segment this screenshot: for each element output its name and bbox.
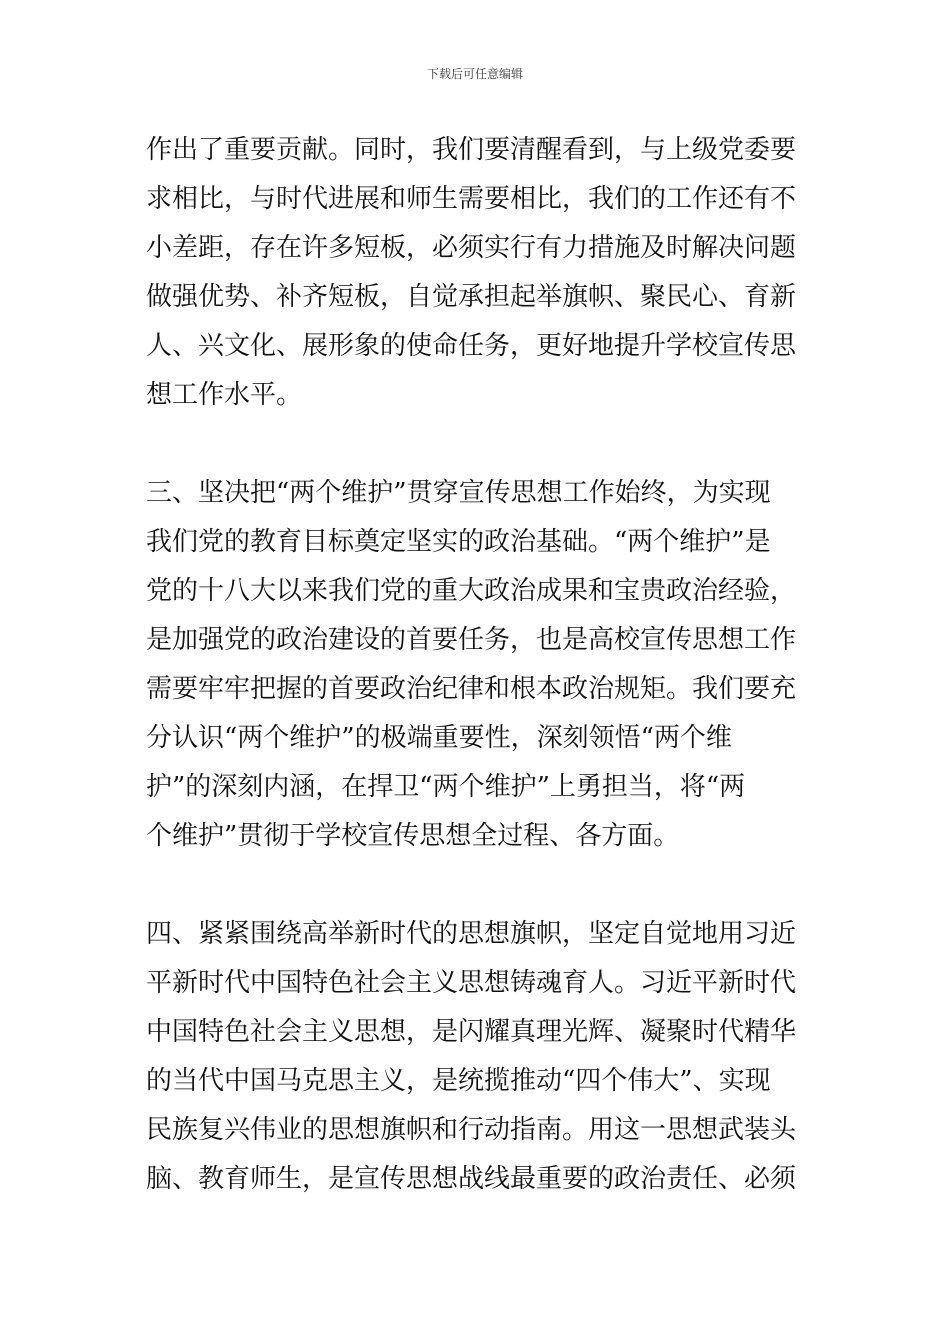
text-line: 是加强党的政治建设的首要任务，也是高校宣传思想工作 [146, 625, 797, 655]
text-line: 平新时代中国特色社会主义思想铸魂育人。习近平新时代 [146, 968, 797, 998]
paragraph-3 [146, 910, 806, 1204]
paragraph-2 [146, 469, 806, 861]
text-line: 护”的深刻内涵，在捍卫“两个维护”上勇担当，将“两 [146, 772, 746, 802]
text-line: 想工作水平。 [146, 380, 303, 410]
text-line: 作出了重要贡献。同时，我们要清醒看到，与上级党委要 [146, 135, 797, 165]
paragraph-1 [146, 126, 806, 420]
text-line: 我们党的教育目标奠定坚实的政治基础。“两个维护”是 [146, 527, 771, 557]
paragraph-gap [146, 420, 806, 469]
paragraph-gap [146, 861, 806, 910]
text-line: 做强优势、补齐短板，自觉承担起举旗帜、聚民心、育新 [146, 282, 797, 312]
text-line: 人、兴文化、展形象的使命任务，更好地提升学校宣传思 [146, 331, 797, 361]
text-line: 脑、教育师生，是宣传思想战线最重要的政治责任、必须 [146, 1164, 797, 1194]
text-line: 三、坚决把“两个维护”贯穿宣传思想工作始终，为实现 [146, 478, 771, 508]
page-header-note: 下载后可任意编辑 [426, 67, 523, 81]
text-line: 需要牢牢把握的首要政治纪律和根本政治规矩。我们要充 [146, 674, 797, 704]
text-line: 个维护”贯彻于学校宣传思想全过程、各方面。 [146, 821, 680, 851]
text-line: 四、紧紧围绕高举新时代的思想旗帜，坚定自觉地用习近 [146, 919, 797, 949]
text-line: 中国特色社会主义思想，是闪耀真理光辉、凝聚时代精华 [146, 1017, 797, 1047]
text-line: 小差距，存在许多短板，必须实行有力措施及时解决问题 [146, 233, 797, 263]
text-line: 求相比，与时代进展和师生需要相比，我们的工作还有不 [146, 184, 797, 214]
text-line: 的当代中国马克思主义，是统揽推动“四个伟大”、实现 [146, 1066, 771, 1096]
text-line: 民族复兴伟业的思想旗帜和行动指南。用这一思想武装头 [146, 1115, 797, 1145]
text-line: 党的十八大以来我们党的重大政治成果和宝贵政治经验， [146, 576, 797, 606]
document-body [146, 126, 806, 1204]
text-line: 分认识“两个维护”的极端重要性，深刻领悟“两个维 [146, 723, 732, 753]
